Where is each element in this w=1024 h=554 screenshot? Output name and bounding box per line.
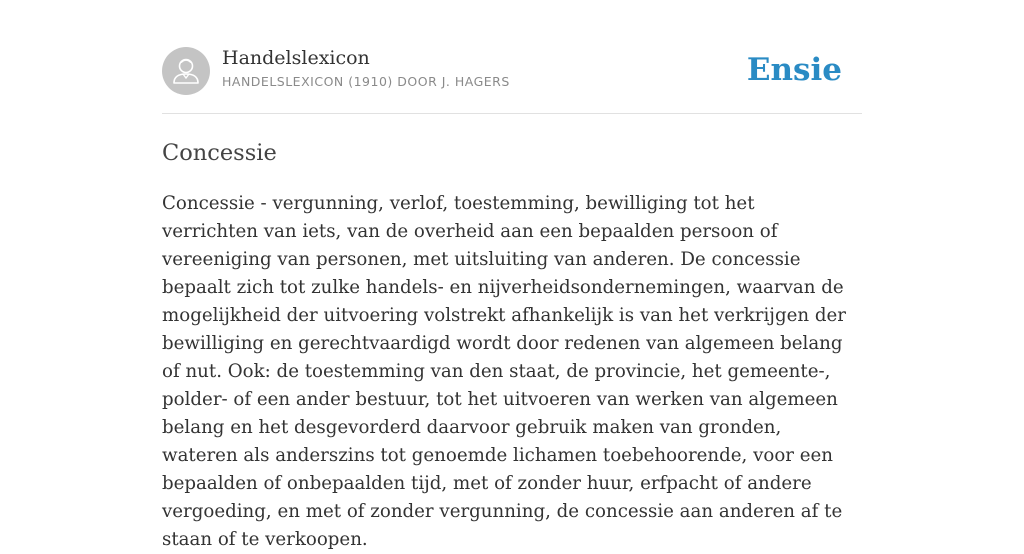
header-divider bbox=[162, 113, 862, 114]
ensie-logo[interactable]: Ensie bbox=[746, 52, 842, 88]
source-subtitle[interactable]: HANDELSLEXICON (1910) DOOR J. HAGERS bbox=[222, 74, 510, 89]
user-placeholder-icon[interactable] bbox=[162, 47, 210, 95]
source-header bbox=[162, 47, 862, 95]
source-title[interactable]: Handelslexicon bbox=[222, 47, 370, 69]
page-content bbox=[162, 0, 862, 550]
entry-body: Concessie - vergunning, verlof, toestemming, bewilliging tot het verrichten van iets, van de overheid aan een bepaalden persoon of vereeniging van personen, met uitsluiting van anderen. De concessie bepaalt zich tot zulke handels- en nijverheidsondernemingen, waarvan de mogelijkheid der uitvoering volstrekt afhankelijk is van het verkrijgen der bewilliging en gerechtvaardigd wordt door redenen van algemeen belang of nut. Ook: de toestemming van den staat, de provincie, het gemeente-, polder- of een ander bestuur, tot het uitvoeren van werken van algemeen belang en het desgevorderd daarvoor gebruik maken van gronden, wateren als anderszins tot genoemde lichamen toebehoorende, voor een bepaalden of onbepaalden tijd, met of zonder huur, erfpacht of andere vergoeding, en met of zonder vergunning, de concessie aan anderen af te staan of te verkoopen. bbox=[162, 193, 846, 550]
entry-title: Concessie bbox=[162, 140, 277, 166]
